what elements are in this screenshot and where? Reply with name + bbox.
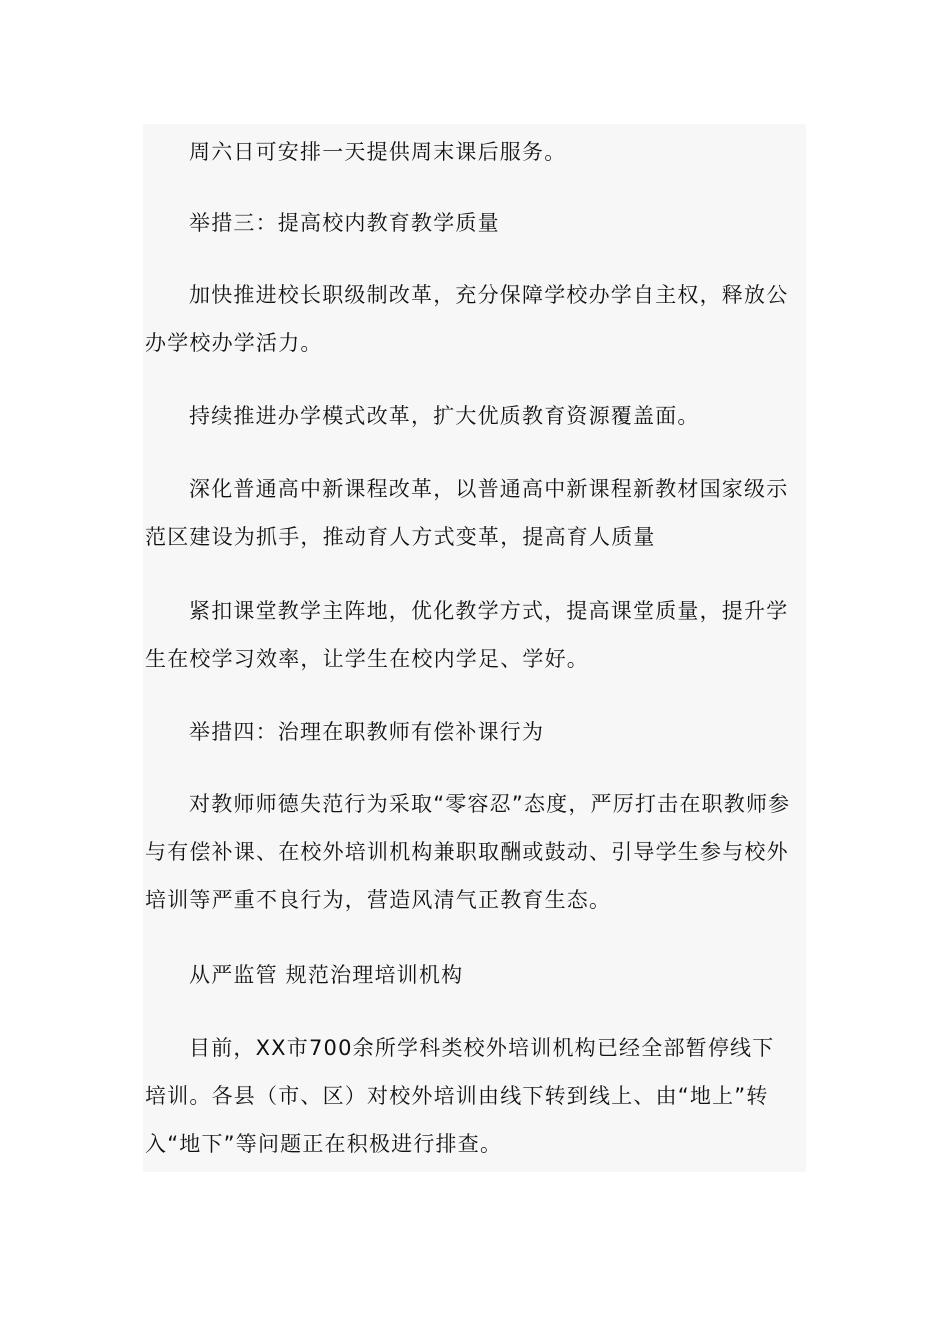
paragraph-high-school-curriculum: 深化普通高中新课程改革，以普通高中新课程新教材国家级示范区建设为抓手，推动育人方式变革，提高育人质量 [145,477,789,549]
heading-measure-three: 举措三：提高校内教育教学质量 [189,211,500,235]
paragraph-weekend-service: 周六日可安排一天提供周末课后服务。 [189,140,567,164]
paragraph-principal-reform: 加快推进校长职级制改革，充分保障学校办学自主权，释放公办学校办学活力。 [145,283,789,355]
paragraph-teacher-ethics: 对教师师德失范行为采取“零容忍”态度，严厉打击在职教师参与有偿补课、在校外培训机构兼职取酬或鼓动、引导学生参与校外培训等严重不良行为，营造风清气正教育生态。 [145,792,791,912]
heading-measure-four: 举措四：治理在职教师有偿补课行为 [189,720,545,744]
paragraph-classroom-teaching: 紧扣课堂教学主阵地，优化教学方式，提高课堂质量，提升学生在校学习效率，让学生在校内学足、学好。 [145,599,789,671]
paragraph-school-model-reform: 持续推进办学模式改革，扩大优质教育资源覆盖面。 [189,404,700,428]
paragraph-training-institutions: 目前，XX市700余所学科类校外培训机构已经全部暂停线下培训。各县（市、区）对校外培训由线下转到线上、由“地上”转入“地下”等问题正在积极进行排查。 [145,1036,775,1156]
heading-strict-supervision: 从严监管 规范治理培训机构 [189,963,464,987]
